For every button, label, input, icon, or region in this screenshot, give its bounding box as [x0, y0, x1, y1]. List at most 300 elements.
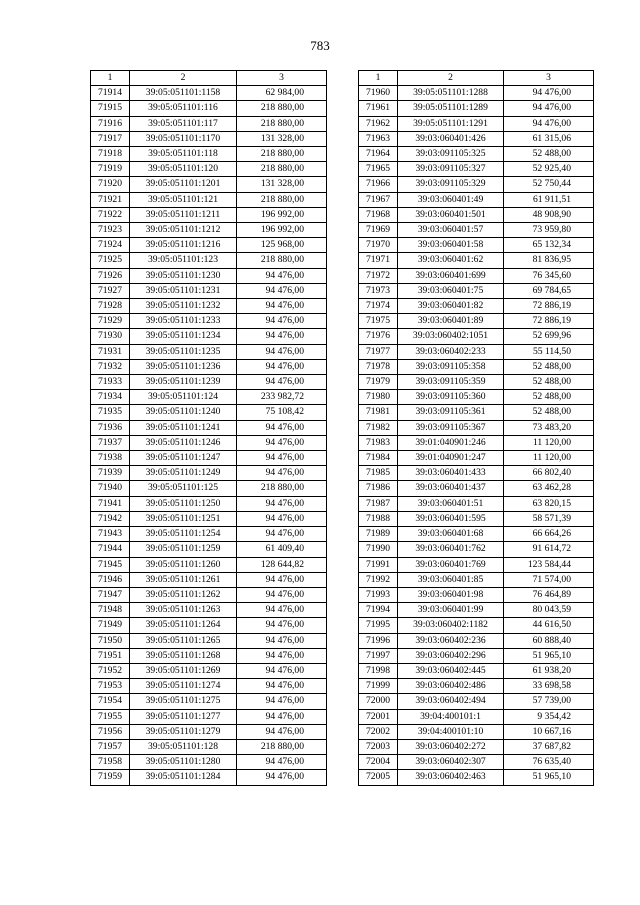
cadastral-value: 65 132,34 — [504, 238, 594, 253]
row-number: 71997 — [359, 648, 398, 663]
row-number: 71937 — [91, 435, 130, 450]
cadastral-value: 94 476,00 — [237, 633, 327, 648]
table-row — [91, 618, 327, 633]
cadastral-number: 39:03:091105:361 — [398, 405, 504, 420]
table-row — [91, 177, 327, 192]
cadastral-value: 11 120,00 — [504, 435, 594, 450]
register-rows-right — [359, 86, 594, 785]
cadastral-number: 39:03:060402:236 — [398, 633, 504, 648]
row-number: 71998 — [359, 663, 398, 678]
table-row — [359, 481, 594, 496]
row-number: 71976 — [359, 329, 398, 344]
table-row — [91, 739, 327, 754]
column-header-2: 2 — [130, 71, 237, 86]
table-row — [91, 268, 327, 283]
cadastral-value: 44 616,50 — [504, 618, 594, 633]
row-number: 71989 — [359, 527, 398, 542]
cadastral-number: 39:01:040901:246 — [398, 435, 504, 450]
row-number: 72004 — [359, 755, 398, 770]
table-row — [91, 496, 327, 511]
table-row — [359, 192, 594, 207]
cadastral-number: 39:03:060402:296 — [398, 648, 504, 663]
row-number: 71924 — [91, 238, 130, 253]
column-header-1: 1 — [91, 71, 130, 86]
cadastral-value: 76 464,89 — [504, 587, 594, 602]
row-number: 71934 — [91, 390, 130, 405]
cadastral-number: 39:05:051101:1251 — [130, 511, 237, 526]
table-row — [91, 405, 327, 420]
cadastral-number: 39:03:060401:75 — [398, 283, 504, 298]
cadastral-number: 39:05:051101:128 — [130, 739, 237, 754]
cadastral-value: 52 925,40 — [504, 162, 594, 177]
row-number: 71972 — [359, 268, 398, 283]
cadastral-value: 218 880,00 — [237, 192, 327, 207]
row-number: 71916 — [91, 116, 130, 131]
row-number: 71925 — [91, 253, 130, 268]
row-number: 71915 — [91, 101, 130, 116]
column-header-3: 3 — [504, 71, 594, 86]
row-number: 71950 — [91, 633, 130, 648]
cadastral-value: 61 911,51 — [504, 192, 594, 207]
cadastral-number: 39:05:051101:1230 — [130, 268, 237, 283]
table-row — [91, 435, 327, 450]
cadastral-number: 39:05:051101:1280 — [130, 755, 237, 770]
table-row — [91, 390, 327, 405]
cadastral-number: 39:05:051101:1211 — [130, 207, 237, 222]
table-row — [91, 420, 327, 435]
cadastral-value: 76 345,60 — [504, 268, 594, 283]
row-number: 71990 — [359, 542, 398, 557]
row-number: 71994 — [359, 603, 398, 618]
cadastral-value: 218 880,00 — [237, 739, 327, 754]
cadastral-value: 218 880,00 — [237, 147, 327, 162]
cadastral-value: 48 908,90 — [504, 207, 594, 222]
cadastral-value: 80 043,59 — [504, 603, 594, 618]
cadastral-number: 39:05:051101:125 — [130, 481, 237, 496]
row-number: 71938 — [91, 451, 130, 466]
row-number: 71968 — [359, 207, 398, 222]
cadastral-number: 39:05:051101:1236 — [130, 359, 237, 374]
cadastral-number: 39:05:051101:1249 — [130, 466, 237, 481]
table-row — [359, 101, 594, 116]
cadastral-number: 39:05:051101:1240 — [130, 405, 237, 420]
cadastral-value: 66 664,26 — [504, 527, 594, 542]
cadastral-value: 94 476,00 — [237, 511, 327, 526]
table-row — [359, 299, 594, 314]
table-row — [91, 299, 327, 314]
row-number: 71922 — [91, 207, 130, 222]
cadastral-number: 39:03:060401:57 — [398, 223, 504, 238]
table-row — [359, 663, 594, 678]
cadastral-number: 39:05:051101:1233 — [130, 314, 237, 329]
cadastral-number: 39:03:060401:437 — [398, 481, 504, 496]
table-row — [359, 405, 594, 420]
row-number: 71977 — [359, 344, 398, 359]
row-number: 71970 — [359, 238, 398, 253]
cadastral-number: 39:05:051101:1247 — [130, 451, 237, 466]
cadastral-value: 75 108,42 — [237, 405, 327, 420]
cadastral-number: 39:05:051101:1250 — [130, 496, 237, 511]
cadastral-number: 39:05:051101:1231 — [130, 283, 237, 298]
cadastral-number: 39:03:060401:89 — [398, 314, 504, 329]
cadastral-value: 52 488,00 — [504, 405, 594, 420]
table-row — [359, 177, 594, 192]
table-row — [91, 724, 327, 739]
cadastral-number: 39:03:091105:359 — [398, 375, 504, 390]
cadastral-value: 218 880,00 — [237, 162, 327, 177]
row-number: 71920 — [91, 177, 130, 192]
cadastral-number: 39:03:091105:360 — [398, 390, 504, 405]
cadastral-number: 39:03:060401:58 — [398, 238, 504, 253]
row-number: 71939 — [91, 466, 130, 481]
table-row — [91, 527, 327, 542]
cadastral-number: 39:03:060402:486 — [398, 679, 504, 694]
row-number: 71966 — [359, 177, 398, 192]
row-number: 71930 — [91, 329, 130, 344]
cadastral-number: 39:03:060402:1182 — [398, 618, 504, 633]
row-number: 71980 — [359, 390, 398, 405]
cadastral-value: 94 476,00 — [237, 755, 327, 770]
table-row — [359, 527, 594, 542]
cadastral-number: 39:05:051101:123 — [130, 253, 237, 268]
cadastral-value: 94 476,00 — [237, 648, 327, 663]
cadastral-number: 39:04:400101:1 — [398, 709, 504, 724]
table-row — [359, 420, 594, 435]
cadastral-value: 52 488,00 — [504, 390, 594, 405]
cadastral-number: 39:05:051101:116 — [130, 101, 237, 116]
cadastral-value: 94 476,00 — [504, 86, 594, 101]
table-row — [359, 223, 594, 238]
table-row — [91, 344, 327, 359]
row-number: 71962 — [359, 116, 398, 131]
cadastral-number: 39:05:051101:117 — [130, 116, 237, 131]
cadastral-value: 61 315,06 — [504, 131, 594, 146]
row-number: 71986 — [359, 481, 398, 496]
row-number: 71969 — [359, 223, 398, 238]
cadastral-value: 51 965,10 — [504, 770, 594, 785]
row-number: 72000 — [359, 694, 398, 709]
cadastral-number: 39:05:051101:1288 — [398, 86, 504, 101]
page-number: 783 — [310, 38, 330, 53]
cadastral-number: 39:03:060402:494 — [398, 694, 504, 709]
cadastral-number: 39:03:091105:325 — [398, 147, 504, 162]
table-row — [91, 207, 327, 222]
table-row — [359, 724, 594, 739]
cadastral-value: 128 644,82 — [237, 557, 327, 572]
row-number: 71991 — [359, 557, 398, 572]
cadastral-value: 94 476,00 — [237, 435, 327, 450]
cadastral-value: 11 120,00 — [504, 451, 594, 466]
cadastral-value: 61 938,20 — [504, 663, 594, 678]
cadastral-value: 94 476,00 — [504, 116, 594, 131]
table-row — [359, 496, 594, 511]
cadastral-number: 39:03:091105:358 — [398, 359, 504, 374]
table-row — [359, 131, 594, 146]
cadastral-number: 39:01:040901:247 — [398, 451, 504, 466]
cadastral-value: 94 476,00 — [237, 329, 327, 344]
row-number: 71982 — [359, 420, 398, 435]
table-row — [359, 466, 594, 481]
cadastral-number: 39:05:051101:118 — [130, 147, 237, 162]
cadastral-number: 39:05:051101:120 — [130, 162, 237, 177]
cadastral-number: 39:03:060401:433 — [398, 466, 504, 481]
table-row — [359, 679, 594, 694]
row-number: 71953 — [91, 679, 130, 694]
row-number: 71981 — [359, 405, 398, 420]
cadastral-number: 39:05:051101:1234 — [130, 329, 237, 344]
row-number: 71946 — [91, 572, 130, 587]
table-row — [91, 162, 327, 177]
cadastral-value: 94 476,00 — [237, 572, 327, 587]
cadastral-number: 39:05:051101:1261 — [130, 572, 237, 587]
cadastral-number: 39:05:051101:1268 — [130, 648, 237, 663]
cadastral-value: 52 750,44 — [504, 177, 594, 192]
table-header-row — [91, 71, 327, 86]
table-row — [91, 755, 327, 770]
cadastral-value: 58 571,39 — [504, 511, 594, 526]
cadastral-value: 94 476,00 — [237, 663, 327, 678]
cadastral-value: 94 476,00 — [237, 724, 327, 739]
table-row — [359, 268, 594, 283]
table-row — [91, 101, 327, 116]
table-row — [359, 618, 594, 633]
row-number: 72003 — [359, 739, 398, 754]
row-number: 71914 — [91, 86, 130, 101]
table-row — [359, 572, 594, 587]
cadastral-number: 39:05:051101:1275 — [130, 694, 237, 709]
table-row — [359, 739, 594, 754]
cadastral-value: 72 886,19 — [504, 314, 594, 329]
cadastral-number: 39:05:051101:1269 — [130, 663, 237, 678]
cadastral-number: 39:03:060402:233 — [398, 344, 504, 359]
cadastral-value: 94 476,00 — [237, 709, 327, 724]
table-row — [359, 557, 594, 572]
table-row — [91, 86, 327, 101]
cadastral-value: 218 880,00 — [237, 481, 327, 496]
cadastral-number: 39:05:051101:121 — [130, 192, 237, 207]
cadastral-value: 94 476,00 — [237, 618, 327, 633]
row-number: 71978 — [359, 359, 398, 374]
cadastral-value: 81 836,95 — [504, 253, 594, 268]
cadastral-number: 39:03:060402:272 — [398, 739, 504, 754]
table-row — [91, 375, 327, 390]
cadastral-value: 52 488,00 — [504, 375, 594, 390]
row-number: 71974 — [359, 299, 398, 314]
cadastral-number: 39:03:060401:769 — [398, 557, 504, 572]
cadastral-number: 39:05:051101:1291 — [398, 116, 504, 131]
row-number: 71958 — [91, 755, 130, 770]
table-row — [359, 390, 594, 405]
cadastral-value: 73 959,80 — [504, 223, 594, 238]
row-number: 71987 — [359, 496, 398, 511]
cadastral-number: 39:03:060401:98 — [398, 587, 504, 602]
row-number: 71954 — [91, 694, 130, 709]
row-number: 71927 — [91, 283, 130, 298]
table-row — [359, 435, 594, 450]
row-number: 71973 — [359, 283, 398, 298]
table-row — [91, 131, 327, 146]
row-number: 71942 — [91, 511, 130, 526]
table-row — [91, 192, 327, 207]
row-number: 71917 — [91, 131, 130, 146]
row-number: 71932 — [91, 359, 130, 374]
cadastral-number: 39:03:060401:762 — [398, 542, 504, 557]
cadastral-value: 94 476,00 — [237, 268, 327, 283]
cadastral-number: 39:03:060401:595 — [398, 511, 504, 526]
cadastral-value: 66 802,40 — [504, 466, 594, 481]
cadastral-value: 37 687,82 — [504, 739, 594, 754]
cadastral-number: 39:03:060402:1051 — [398, 329, 504, 344]
table-row — [91, 679, 327, 694]
cadastral-number: 39:05:051101:1239 — [130, 375, 237, 390]
table-row — [91, 147, 327, 162]
cadastral-value: 69 784,65 — [504, 283, 594, 298]
table-row — [91, 694, 327, 709]
table-row — [359, 755, 594, 770]
row-number: 71988 — [359, 511, 398, 526]
table-row — [359, 329, 594, 344]
cadastral-number: 39:03:060401:82 — [398, 299, 504, 314]
table-row — [359, 633, 594, 648]
row-number: 71959 — [91, 770, 130, 785]
cadastral-value: 94 476,00 — [237, 420, 327, 435]
cadastral-value: 63 820,15 — [504, 496, 594, 511]
cadastral-number: 39:05:051101:1246 — [130, 435, 237, 450]
table-row — [91, 572, 327, 587]
row-number: 71979 — [359, 375, 398, 390]
table-row — [91, 223, 327, 238]
row-number: 71944 — [91, 542, 130, 557]
cadastral-value: 94 476,00 — [504, 101, 594, 116]
table-row — [359, 375, 594, 390]
table-row — [91, 587, 327, 602]
table-row — [91, 663, 327, 678]
table-row — [91, 481, 327, 496]
row-number: 72002 — [359, 724, 398, 739]
cadastral-value: 94 476,00 — [237, 283, 327, 298]
table-row — [359, 283, 594, 298]
row-number: 71993 — [359, 587, 398, 602]
cadastral-value: 94 476,00 — [237, 527, 327, 542]
row-number: 72001 — [359, 709, 398, 724]
table-row — [359, 542, 594, 557]
row-number: 71975 — [359, 314, 398, 329]
cadastral-value: 196 992,00 — [237, 223, 327, 238]
table-row — [91, 633, 327, 648]
cadastral-number: 39:03:060401:62 — [398, 253, 504, 268]
cadastral-number: 39:03:060401:699 — [398, 268, 504, 283]
column-header-2: 2 — [398, 71, 504, 86]
table-row — [91, 511, 327, 526]
table-row — [359, 86, 594, 101]
cadastral-number: 39:04:400101:10 — [398, 724, 504, 739]
table-row — [91, 603, 327, 618]
row-number: 71996 — [359, 633, 398, 648]
cadastral-number: 39:05:051101:124 — [130, 390, 237, 405]
row-number: 71943 — [91, 527, 130, 542]
row-number: 71985 — [359, 466, 398, 481]
column-header-1: 1 — [359, 71, 398, 86]
cadastral-number: 39:03:091105:367 — [398, 420, 504, 435]
cadastral-value: 94 476,00 — [237, 587, 327, 602]
table-row — [359, 253, 594, 268]
row-number: 71931 — [91, 344, 130, 359]
row-number: 71947 — [91, 587, 130, 602]
table-row — [91, 542, 327, 557]
row-number: 71941 — [91, 496, 130, 511]
table-row — [359, 147, 594, 162]
cadastral-number: 39:05:051101:1274 — [130, 679, 237, 694]
cadastral-value: 94 476,00 — [237, 314, 327, 329]
cadastral-number: 39:05:051101:1259 — [130, 542, 237, 557]
row-number: 71956 — [91, 724, 130, 739]
table-row — [359, 451, 594, 466]
cadastral-number: 39:03:091105:327 — [398, 162, 504, 177]
register-rows-left — [91, 86, 327, 785]
cadastral-value: 94 476,00 — [237, 375, 327, 390]
cadastral-value: 73 483,20 — [504, 420, 594, 435]
cadastral-value: 94 476,00 — [237, 679, 327, 694]
row-number: 71971 — [359, 253, 398, 268]
table-row — [91, 238, 327, 253]
cadastral-value: 55 114,50 — [504, 344, 594, 359]
row-number: 71955 — [91, 709, 130, 724]
cadastral-number: 39:05:051101:1158 — [130, 86, 237, 101]
row-number: 72005 — [359, 770, 398, 785]
cadastral-number: 39:03:060402:307 — [398, 755, 504, 770]
table-row — [359, 770, 594, 785]
row-number: 71921 — [91, 192, 130, 207]
cadastral-number: 39:03:060401:426 — [398, 131, 504, 146]
table-row — [91, 253, 327, 268]
cadastral-value: 63 462,28 — [504, 481, 594, 496]
cadastral-number: 39:05:051101:1264 — [130, 618, 237, 633]
cadastral-value: 218 880,00 — [237, 116, 327, 131]
cadastral-value: 123 584,44 — [504, 557, 594, 572]
row-number: 71964 — [359, 147, 398, 162]
cadastral-value: 10 667,16 — [504, 724, 594, 739]
row-number: 71936 — [91, 420, 130, 435]
table-row — [91, 770, 327, 785]
table-row — [359, 694, 594, 709]
cadastral-number: 39:05:051101:1235 — [130, 344, 237, 359]
cadastral-value: 218 880,00 — [237, 253, 327, 268]
table-header-row — [359, 71, 594, 86]
cadastral-value: 94 476,00 — [237, 451, 327, 466]
table-row — [91, 648, 327, 663]
column-header-3: 3 — [237, 71, 327, 86]
cadastral-value: 218 880,00 — [237, 101, 327, 116]
row-number: 71918 — [91, 147, 130, 162]
cadastral-number: 39:05:051101:1289 — [398, 101, 504, 116]
table-row — [91, 329, 327, 344]
cadastral-number: 39:05:051101:1232 — [130, 299, 237, 314]
cadastral-number: 39:05:051101:1254 — [130, 527, 237, 542]
cadastral-value: 131 328,00 — [237, 131, 327, 146]
cadastral-number: 39:03:060402:463 — [398, 770, 504, 785]
row-number: 71929 — [91, 314, 130, 329]
row-number: 71935 — [91, 405, 130, 420]
cadastral-number: 39:03:060401:51 — [398, 496, 504, 511]
cadastral-value: 57 739,00 — [504, 694, 594, 709]
cadastral-number: 39:05:051101:1170 — [130, 131, 237, 146]
row-number: 71923 — [91, 223, 130, 238]
row-number: 71928 — [91, 299, 130, 314]
cadastral-number: 39:05:051101:1212 — [130, 223, 237, 238]
cadastral-value: 9 354,42 — [504, 709, 594, 724]
cadastral-value: 131 328,00 — [237, 177, 327, 192]
table-row — [91, 709, 327, 724]
